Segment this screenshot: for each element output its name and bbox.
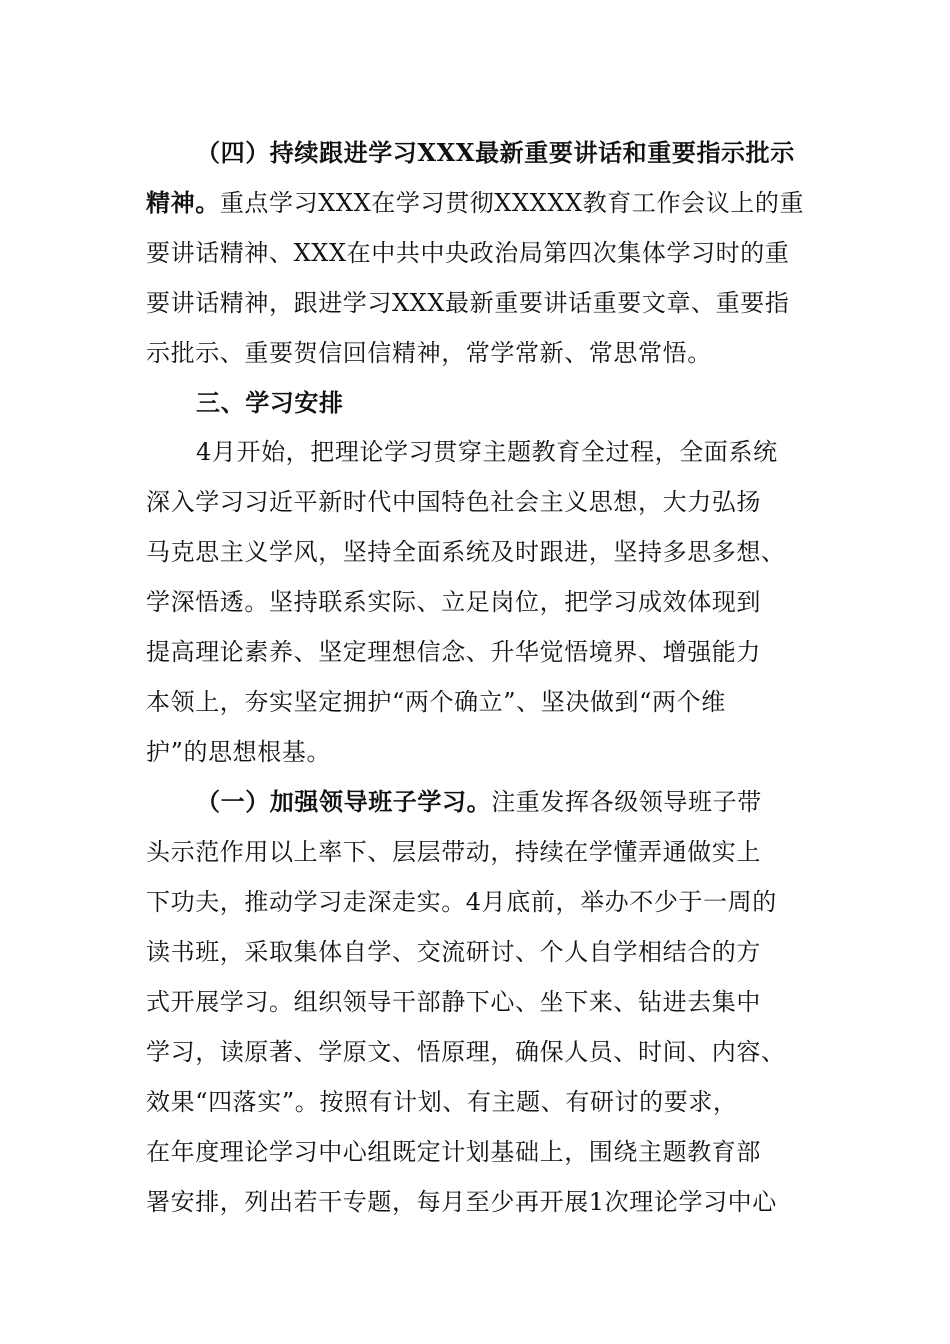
section-three-para-line6: 本领上，夯实坚定拥护“两个确立”、坚决做到“两个维 [146, 688, 726, 716]
section-four-line2 [146, 188, 816, 218]
section-three-para-line3: 马克思主义学风，坚持全面系统及时跟进，坚持多思多想、 [146, 538, 786, 566]
section-three-heading: 三、学习安排 [196, 388, 344, 417]
section-three-para-line1: 4月开始，把理论学习贯穿主题教育全过程，全面系统 [196, 438, 778, 466]
section-four-heading-end: 精神。 [146, 188, 220, 217]
section-three-para-line4: 学深悟透。坚持联系实际、立足岗位，把学习成效体现到 [146, 588, 761, 616]
sub-one-line9: 署安排，列出若干专题，每月至少再开展1次理论学习中心 [146, 1188, 777, 1216]
sub-one-line5: 式开展学习。组织领导干部静下心、坐下来、钻进去集中 [146, 988, 761, 1016]
section-four-line4: 要讲话精神，跟进学习XXX最新重要讲话重要文章、重要指 [146, 289, 790, 317]
section-three-para-line5: 提高理论素养、坚定理想信念、升华觉悟境界、增强能力 [146, 638, 761, 666]
section-four-line3: 要讲话精神、XXX在中共中央政治局第四次集体学习时的重 [146, 239, 790, 267]
sub-one-line4: 读书班，采取集体自学、交流研讨、个人自学相结合的方 [146, 938, 761, 966]
sub-one-line8: 在年度理论学习中心组既定计划基础上，围绕主题教育部 [146, 1138, 761, 1166]
section-four-line5: 示批示、重要贺信回信精神，常学常新、常思常悟。 [146, 339, 712, 367]
section-three-para-line2: 深入学习习近平新时代中国特色社会主义思想，大力弘扬 [146, 488, 761, 516]
sub-one-line2: 头示范作用以上率下、层层带动，持续在学懂弄通做实上 [146, 838, 761, 866]
sub-one-line6: 学习，读原著、学原文、悟原理，确保人员、时间、内容、 [146, 1038, 786, 1066]
sub-one-line1-text: 注重发挥各级领导班子带 [491, 788, 762, 816]
sub-one-line7: 效果“四落实”。按照有计划、有主题、有研讨的要求， [146, 1088, 738, 1116]
sub-one-heading: （一）加强领导班子学习。 [196, 787, 492, 816]
section-four-heading-line1 [196, 138, 816, 168]
sub-one-line3: 下功夫，推动学习走深走实。4月底前，举办不少于一周的 [146, 888, 777, 916]
sub-one-line1 [196, 787, 816, 817]
section-three-para-line7: 护”的思想根基。 [146, 738, 332, 766]
section-four-line2-text: 重点学习XXX在学习贯彻XXXXX教育工作会议上的重 [219, 189, 805, 217]
section-four-heading-text: （四）持续跟进学习XXX最新重要讲话和重要指示批示 [196, 138, 795, 167]
